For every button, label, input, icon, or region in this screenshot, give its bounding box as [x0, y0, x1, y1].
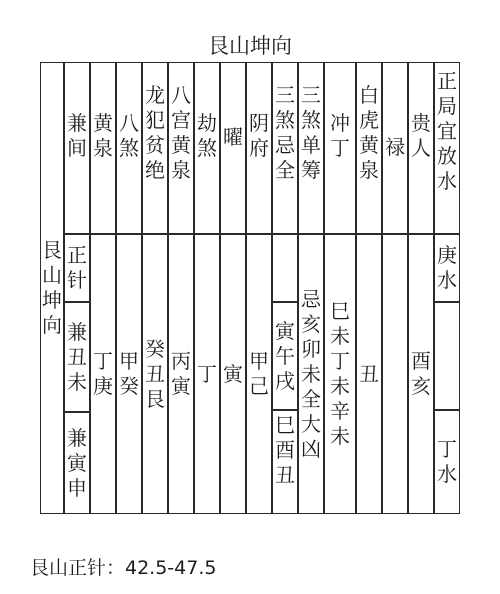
body-sansha-b: 巳酉丑 [272, 410, 298, 514]
body-shui-a: 庚水 [434, 234, 460, 302]
body-baihu: 丑 [356, 234, 382, 514]
header-baihu: 白虎黄泉 [356, 62, 382, 234]
row-label: 艮山坤向 [42, 238, 62, 337]
body-longfan: 癸丑艮 [142, 234, 168, 514]
row-label-cell [40, 62, 64, 514]
body-sanshadan: 忌亥卯未全大凶 [298, 234, 324, 514]
jian-zhengzhen-cell: 正针 [64, 234, 90, 302]
body-bagong: 丙寅 [168, 234, 194, 514]
header-longfan: 龙犯贫绝 [142, 62, 168, 234]
footer-note: 艮山正针：42.5-47.5 [30, 557, 217, 579]
jian-chouwei-cell: 兼丑未 [64, 302, 90, 412]
body-shui-c: 丁水 [434, 410, 460, 514]
body-jiesha: 丁 [194, 234, 220, 514]
body-shui-b [434, 302, 460, 410]
body-lu [382, 234, 408, 514]
body-yao: 寅 [220, 234, 246, 514]
jian-yinshen-cell: 兼寅申 [64, 412, 90, 514]
body-basha: 甲癸 [116, 234, 142, 514]
header-yao: 曜 [220, 62, 246, 234]
header-chongding: 冲丁 [324, 62, 356, 234]
header-sanshadan: 三煞单筹 [298, 62, 324, 234]
page-title: 艮山坤向 [208, 34, 292, 58]
header-jiesha: 劫煞 [194, 62, 220, 234]
header-huangquan: 黄泉 [90, 62, 116, 234]
body-huangquan: 丁庚 [90, 234, 116, 514]
header-jian: 兼间 [64, 62, 90, 234]
body-sansha-a: 寅午戌 [272, 302, 298, 410]
header-zhengju: 正局宜放水 [434, 62, 460, 234]
body-yinfu: 甲己 [246, 234, 272, 514]
header-yinfu: 阴府 [246, 62, 272, 234]
body-guiren: 酉亥 [408, 234, 434, 514]
header-lu: 禄 [382, 62, 408, 234]
header-sansha: 三煞忌全 [272, 62, 298, 234]
body-chongding: 巳未丁未辛未 [324, 234, 356, 514]
body-sansha-empty [272, 234, 298, 302]
header-bagong: 八宫黄泉 [168, 62, 194, 234]
header-basha: 八煞 [116, 62, 142, 234]
header-guiren: 贵人 [408, 62, 434, 234]
